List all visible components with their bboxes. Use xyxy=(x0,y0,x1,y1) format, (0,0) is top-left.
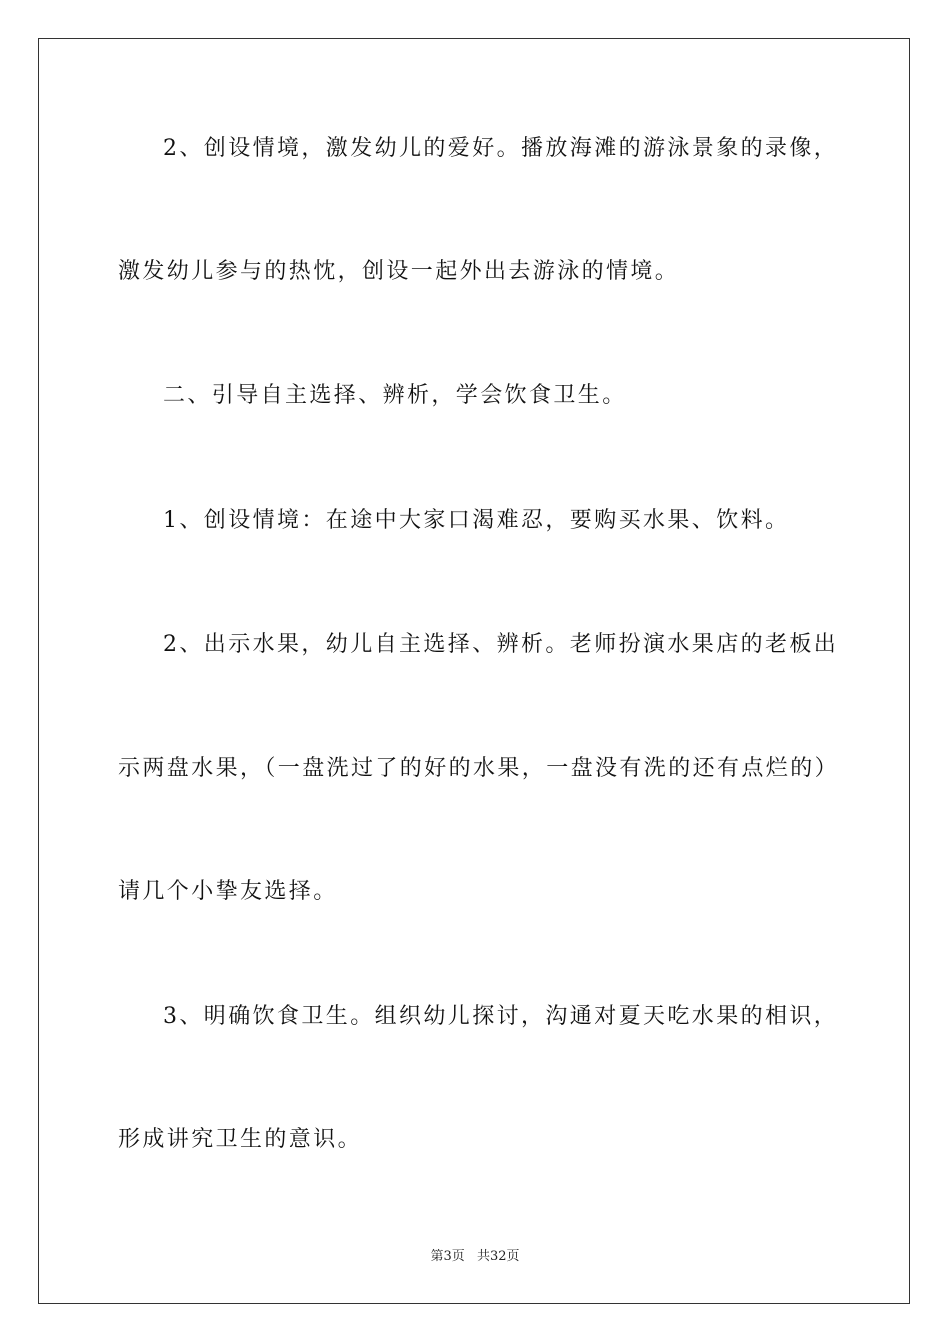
paragraph-line-5: 示两盘水果，（一盘洗过了的好的水果，一盘没有洗的还有点烂的） xyxy=(118,756,840,781)
page-footer xyxy=(0,1248,950,1266)
paragraph-line-1: 2、创设情境，激发幼儿的爱好。播放海滩的游泳景象的录像， xyxy=(163,136,839,161)
paragraph-line-7: 3、明确饮食卫生。组织幼儿探讨，沟通对夏天吃水果的相识， xyxy=(163,1004,839,1029)
paragraph-line-6: 请几个小挚友选择。 xyxy=(118,879,338,904)
section-heading: 二、引导自主选择、辨析，学会饮食卫生。 xyxy=(163,383,627,408)
paragraph-line-2: 激发幼儿参与的热忱，创设一起外出去游泳的情境。 xyxy=(118,259,680,284)
page-border xyxy=(38,38,910,1304)
paragraph-line-4: 2、出示水果，幼儿自主选择、辨析。老师扮演水果店的老板出 xyxy=(163,632,839,657)
page-total: 共32页 xyxy=(476,1249,520,1264)
paragraph-line-3: 1、创设情境：在途中大家口渴难忍，要购买水果、饮料。 xyxy=(163,508,790,533)
page-number: 第3页 xyxy=(430,1249,465,1264)
paragraph-line-8: 形成讲究卫生的意识。 xyxy=(118,1127,363,1152)
